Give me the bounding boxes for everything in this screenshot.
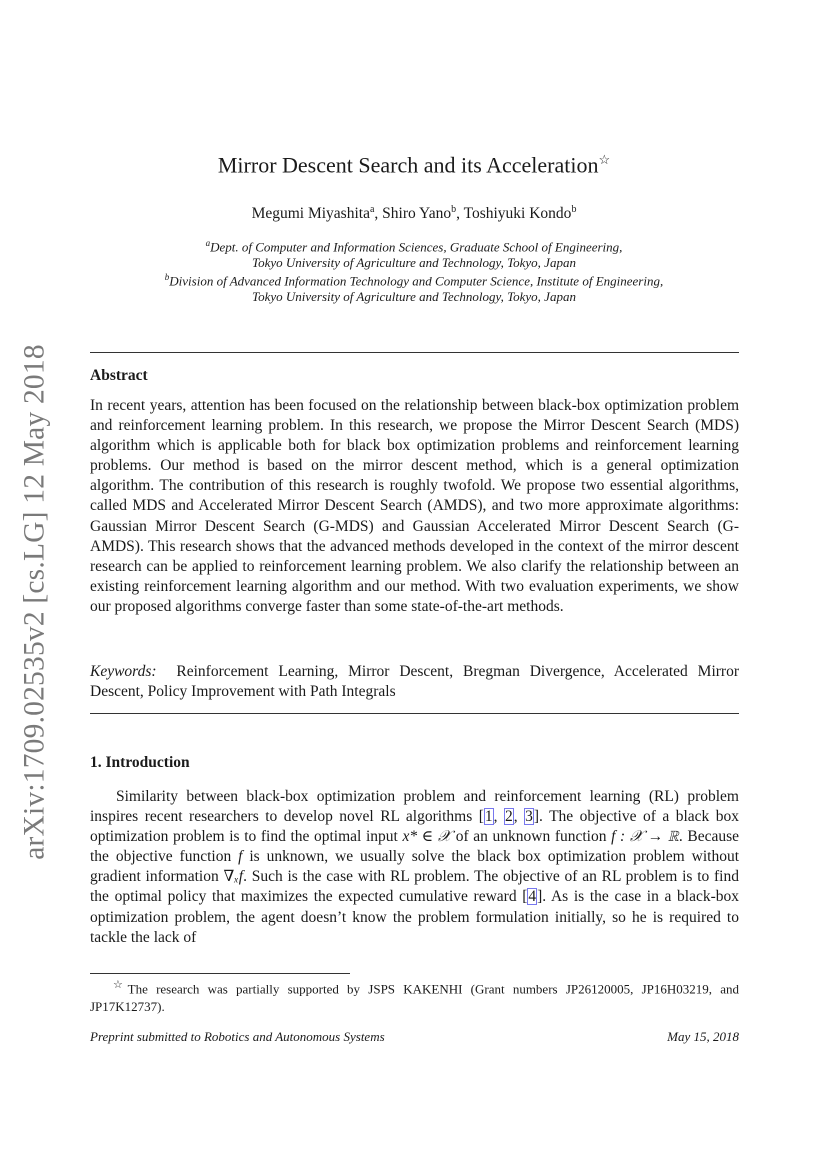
affiliation-a-line2: [0, 255, 828, 271]
author-separator: ,: [456, 205, 464, 223]
intro-text: ]. The objective of a black box optimization problem is to find the optimal input: [90, 808, 739, 846]
author-affil-mark: a: [369, 204, 375, 215]
title-footnote-mark[interactable]: ☆: [598, 152, 611, 167]
affiliation-text: Dept. of Computer and Information Sciences, Graduate School of Engineering,: [210, 239, 623, 255]
affiliation-text: Tokyo University of Agriculture and Technology, Tokyo, Japan: [252, 289, 576, 304]
footer-preprint-note: Preprint submitted to Robotics and Autonomous Systems: [90, 1029, 385, 1044]
citation-link[interactable]: 1: [484, 808, 493, 826]
footnote: [90, 976, 739, 1016]
math-expression: ∇ₓf: [223, 868, 244, 886]
keywords: [90, 662, 739, 702]
intro-text: ,: [493, 808, 504, 826]
author-separator: ,: [374, 205, 383, 223]
arxiv-stamp-text: arXiv:1709.02535v2 [cs.LG] 12 May 2018: [18, 343, 51, 860]
affiliation-mark: a: [205, 238, 211, 248]
intro-text: Similarity between black-box optimization problem and reinforcement learning (RL) problem inspires recent researchers to develop novel RL algorithms [: [90, 788, 739, 826]
affiliation-b-line2: [0, 289, 828, 305]
arxiv-stamp: [17, 343, 53, 860]
footer-date: May 15, 2018: [667, 1029, 739, 1044]
footnote-rule: [90, 973, 350, 974]
author-name: Shiro Yano: [382, 205, 452, 223]
citation-link[interactable]: 2: [504, 808, 513, 826]
author-name: Megumi Miyashita: [251, 205, 370, 223]
footnote-mark: ☆: [108, 979, 128, 991]
author-name: Toshiyuki Kondo: [463, 205, 572, 223]
math-expression: f: [238, 848, 243, 866]
abstract-heading: Abstract: [90, 367, 148, 384]
footnote-text: The research was partially supported by JSPS KAKENHI (Grant numbers JP26120005, JP16H03219, and JP17K12737).: [90, 981, 739, 1015]
keywords-label: Keywords:: [90, 663, 157, 680]
intro-text: . Because the objective function: [90, 828, 740, 866]
author-list: [0, 204, 828, 223]
paper-title: [0, 152, 828, 178]
abstract-text: In recent years, attention has been focused on the relationship between black-box optimization problem and reinforcement learning problem. In this research, we propose the Mirror Descent Search (MDS) algorithm which is applicable both for black box optimization problems and reinforcement learning problems. Our method is based on the mirror descent method, which is a general optimization algorithm. The contribution of this research is roughly twofold. We propose two essential algorithms, called MDS and Accelerated Mirror Descent Search (AMDS), and two more approximate algorithms: Gaussian Mirror Descent Search (G-MDS) and Gaussian Accelerated Mirror Descent Search (G-AMDS). This research shows that the advanced methods developed in the context of the mirror descent research can be applied to reinforcement learning problem. We also clarify the relationship between an existing reinforcement learning algorithm and our method. With two evaluation experiments, we show our proposed algorithms converge faster than some state-of-the-art methods.: [90, 397, 739, 615]
intro-text: ,: [513, 808, 525, 826]
math-expression: x* ∈ 𝒳: [402, 828, 452, 846]
author-affil-mark: b: [571, 204, 577, 215]
affiliation-a-line1: [0, 238, 828, 255]
affiliation-text: Tokyo University of Agriculture and Technology, Tokyo, Japan: [252, 255, 576, 270]
keywords-text: Reinforcement Learning, Mirror Descent, Bregman Divergence, Accelerated Mirror Descent, Policy Improvement with Path Integrals: [90, 663, 740, 701]
affiliation-mark: b: [164, 272, 170, 282]
math-expression: f : 𝒳 → ℝ: [611, 828, 679, 846]
intro-text: of an unknown function: [451, 828, 612, 846]
section-heading-introduction: 1. Introduction: [90, 754, 190, 771]
intro-text: is unknown, we usually solve the black box optimization problem without gradient information: [90, 848, 739, 886]
affiliation-text: Division of Advanced Information Technology and Computer Science, Institute of Engineering,: [169, 273, 664, 289]
citation-link[interactable]: 3: [525, 808, 533, 826]
abstract-bottom-rule: [90, 713, 739, 714]
author-affil-mark: b: [451, 204, 457, 215]
intro-text: ]. As is the case in a black-box optimization problem, the agent doesn’t know the problem formulation initially, so he is required to tackle the lack of: [90, 888, 739, 946]
introduction-paragraph: [90, 787, 739, 948]
intro-text: . Such is the case with RL problem. The objective of an RL problem is to find the optimal policy that maximizes the expected cumulative reward [: [90, 868, 739, 906]
affiliation-b-line1: [0, 272, 828, 289]
paper-title-text: Mirror Descent Search and its Acceleration: [217, 152, 599, 178]
citation-link[interactable]: 4: [528, 888, 537, 906]
abstract-top-rule: [90, 352, 739, 353]
